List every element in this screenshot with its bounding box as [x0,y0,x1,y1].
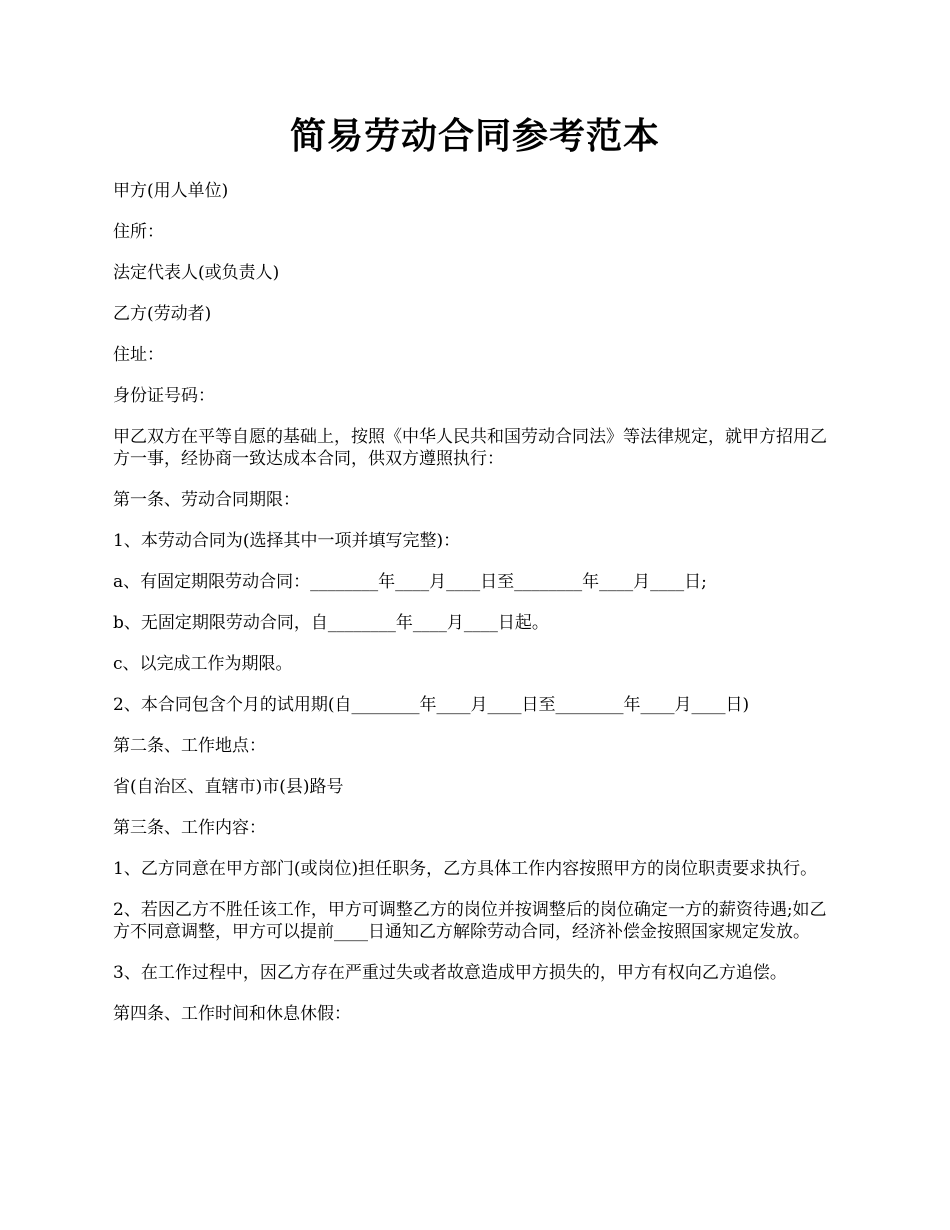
article-2-location: 省(自治区、直辖市)市(县)路号 [113,777,344,797]
party-a-line: 甲方(用人单位) [113,181,229,201]
article-3-heading: 第三条、工作内容： [113,818,266,838]
document-title: 简易劳动合同参考范本 [289,115,660,157]
article-3-clause-3: 3、在工作过程中，因乙方存在严重过失或者故意造成甲方损失的，甲方有权向乙方追偿。 [113,963,787,983]
article-1-clause-1: 1、本劳动合同为(选择其中一项并填写完整)： [113,531,461,551]
legal-representative-line: 法定代表人(或负责人) [113,263,280,283]
article-4-heading: 第四条、工作时间和休息休假： [113,1004,351,1024]
document-body [113,180,843,1044]
party-a-address-line: 住所： [113,222,164,242]
id-number-line: 身份证号码： [113,386,215,406]
article-1-heading: 第一条、劳动合同期限： [113,490,300,510]
party-b-address-line: 住址： [113,345,164,365]
preamble-paragraph: 甲乙双方在平等自愿的基础上，按照《中华人民共和国劳动合同法》等法律规定，就甲方招用乙方一事，经协商一致达成本合同，供双方遵照执行： [113,427,827,469]
article-3-clause-2: 2、若因乙方不胜任该工作，甲方可调整乙方的岗位并按调整后的岗位确定一方的薪资待遇;如乙方不同意调整，甲方可以提前____日通知乙方解除劳动合同，经济补偿金按照国家规定发放。 [113,900,827,942]
article-3-clause-1: 1、乙方同意在甲方部门(或岗位)担任职务，乙方具体工作内容按照甲方的岗位职责要求执行。 [113,859,818,879]
article-1-option-c: c、以完成工作为期限。 [113,654,293,674]
article-1-option-b: b、无固定期限劳动合同，自________年____月____日起。 [113,613,549,633]
article-1-option-a: a、有固定期限劳动合同：________年____月____日至________年____月____日; [113,572,707,592]
party-b-line: 乙方(劳动者) [113,304,212,324]
article-2-heading: 第二条、工作地点： [113,736,266,756]
article-1-clause-2: 2、本合同包含个月的试用期(自________年____月____日至________年____月____日) [113,695,750,715]
